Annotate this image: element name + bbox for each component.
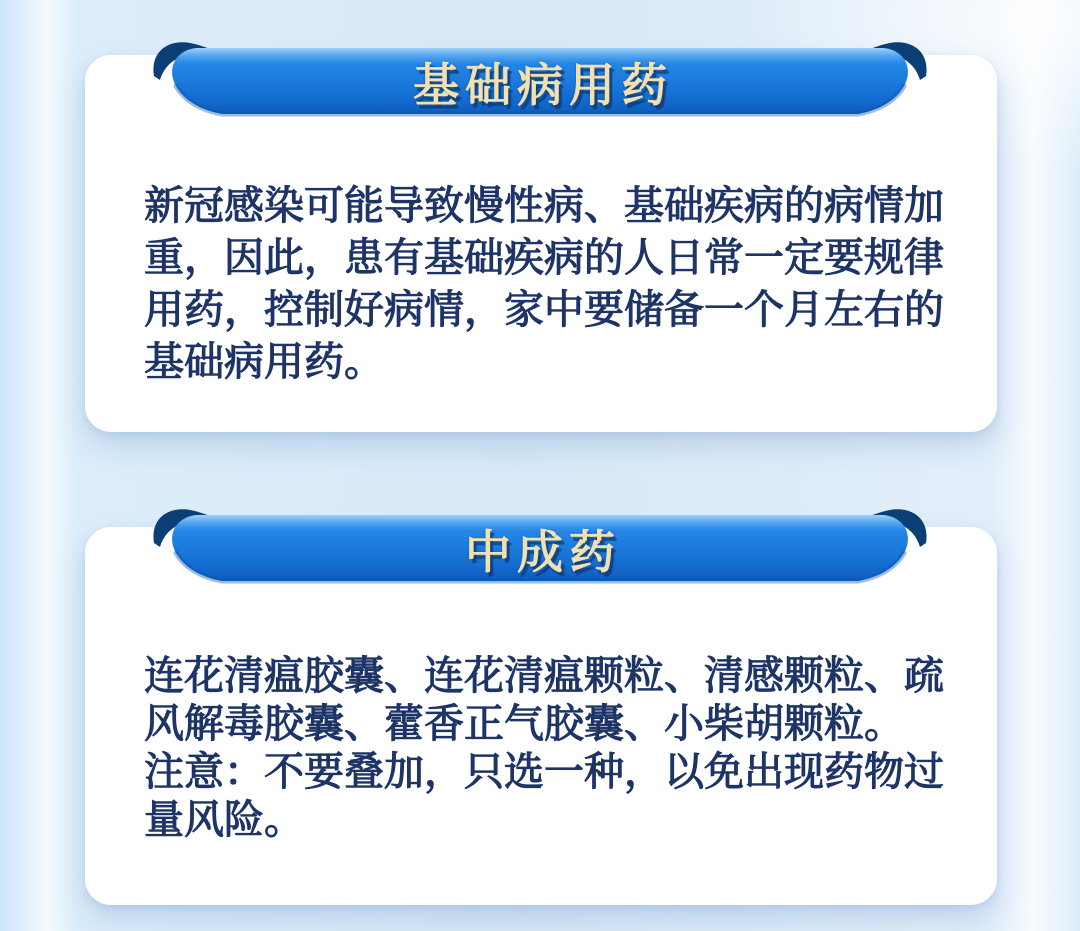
text-line: 连花清瘟胶囊、连花清瘟颗粒、清感颗粒、疏 (144, 654, 944, 698)
text-line: 新冠感染可能导致慢性病、基础疾病的病情加 (144, 184, 944, 228)
paragraph-basic-disease (144, 180, 956, 388)
section-title-basic-disease: 基础病用药 (413, 59, 673, 111)
text-line: 重，因此，患有基础疾病的人日常一定要规律 (144, 236, 944, 280)
ribbon-banner-chinese-patent-medicine (150, 503, 930, 595)
text-line: 风解毒胶囊、藿香正气胶囊、小柴胡颗粒。 (144, 702, 904, 746)
section-title-chinese-patent-medicine: 中成药 (465, 526, 621, 578)
paragraph-chinese-patent-medicine (144, 652, 956, 844)
text-line: 基础病用药。 (144, 340, 384, 384)
warning-note-line: 量风险。 (144, 798, 304, 842)
warning-note-line: 注意：不要叠加，只选一种，以免出现药物过 (144, 750, 944, 794)
ribbon-banner-basic-disease (150, 36, 930, 128)
text-line: 用药，控制好病情，家中要储备一个月左右的 (144, 288, 944, 332)
